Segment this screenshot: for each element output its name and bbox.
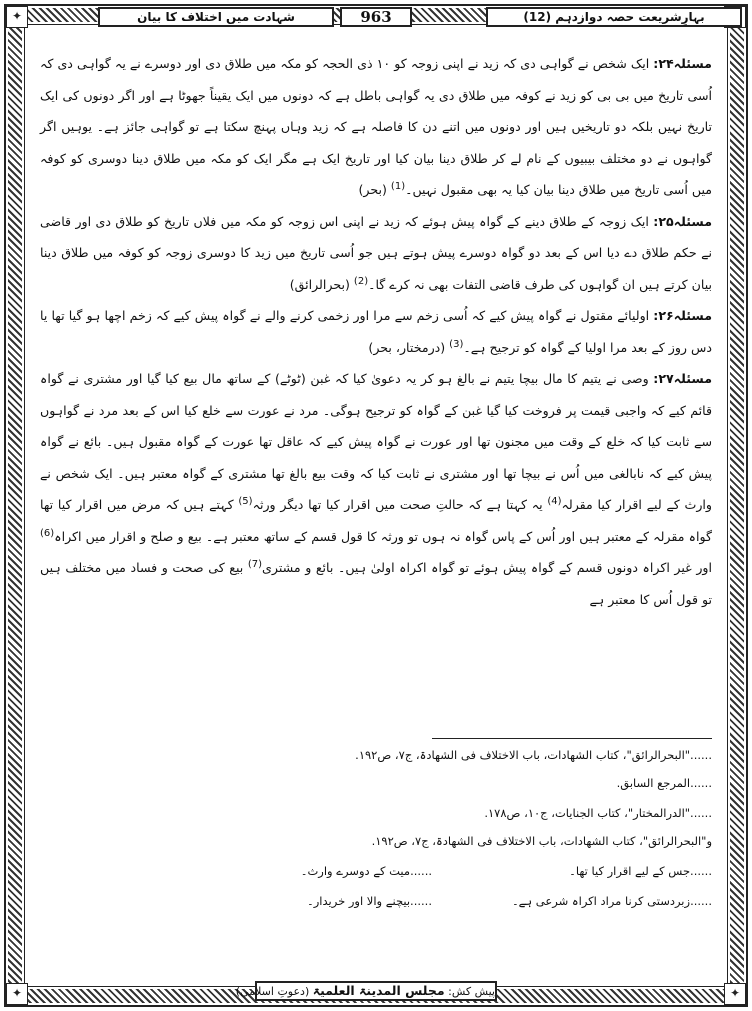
corner-ornament-top-left: ✦ bbox=[6, 6, 28, 28]
masala-label: مسئلہ۲۷: bbox=[653, 371, 712, 386]
paragraph-text: اولیائے مقتول نے گواہ پیش کیے کہ اُسی زخم سے مرا اور زخمی کرنے والے نے گواہ پیش کیے کہ زخم اچھا ہو گیا تھا یا دس روز کے بعد مرا اولیا کے گواہ کو ترجیح ہے۔ bbox=[40, 308, 712, 355]
masala-label: مسئلہ۲۴: bbox=[653, 56, 712, 71]
publisher-box bbox=[235, 981, 497, 1001]
masala-paragraph bbox=[40, 206, 712, 301]
footnote-7: ......بیچنے والا اور خریدار۔ bbox=[307, 894, 432, 908]
masala-label: مسئلہ۲۵: bbox=[653, 213, 712, 229]
corner-ornament-bottom-left: ✦ bbox=[6, 983, 28, 1005]
masala-paragraph bbox=[40, 48, 712, 206]
paragraph-text: اور غیر اکراہ دونوں قسم کے گواہ پیش ہوئے تو گواہ اکراہ اولیٰ ہیں۔ بائع و مشتری bbox=[262, 560, 712, 575]
footnote-3: ......"الدرالمختار"، کتاب الجنایات، ج۱۰، ص۱۷۸. bbox=[484, 806, 712, 820]
main-text bbox=[40, 48, 712, 615]
publisher-prefix: پیش کش: bbox=[448, 985, 495, 998]
paragraph-text: یہ کہتا ہے کہ حالتِ صحت میں اقرار کیا تھا دیگر ورثہ bbox=[252, 497, 548, 512]
footnote-ref: (3) bbox=[449, 338, 464, 350]
footnote-1: ......"البحرالرائق"، کتاب الشھادات، باب الاختلاف فی الشھادۃ، ج۷، ص۱۹۲. bbox=[355, 748, 712, 762]
footnote-6: ......زبردستی کرنا مراد اکراہ شرعی ہے۔ bbox=[511, 894, 712, 908]
book-title: بہارِشریعت حصہ دوازدہم (12) bbox=[486, 7, 742, 27]
chapter-title: شہادت میں اختلاف کا بیان bbox=[98, 7, 334, 27]
footnote-ref: (4) bbox=[547, 495, 562, 507]
paragraph-text: (بحرالرائق) bbox=[289, 276, 354, 292]
masala-paragraph bbox=[40, 363, 712, 615]
paragraph-text: (درمختار، بحر) bbox=[368, 339, 450, 355]
paragraph-text: (بحر) bbox=[358, 182, 391, 197]
paragraph-text: ایک شخص نے گواہی دی کہ زید نے اپنی زوجہ کو ۱۰ ذی الحجہ کو مکہ میں طلاق دی اور دوسرے نے یہ گواہی دی کہ اُسی تاریخ میں بی بی کو زید نے کوفہ میں طلاق دی یہ گواہی باطل ہے کہ دونوں میں ایک یقیناً جھوٹا ہے اور اگر دونوں کی ایک تاریخ نہیں بلکہ دو تاریخیں ہیں اور دونوں میں اتنے دن کا فاصلہ ہے کہ زید وہاں پہنچ سکتا ہے تو گواہی جائز ہے۔ یوہیں اگر گواہوں نے دو مختلف بیبیوں کے نام لے کر طلاق دینا بیان کیا اور تاریخ ایک ہے مگر ایک کو مکہ میں طلاق دینا دوسری کو کوفہ میں اُسی تاریخ میں طلاق دینا بیان کیا یہ بھی مقبول نہیں۔ bbox=[40, 56, 712, 197]
page-header bbox=[0, 4, 752, 30]
corner-ornament-bottom-right: ✦ bbox=[724, 983, 746, 1005]
paragraph-text: بیع کی صحت و فساد میں مختلف ہیں تو قول اُس کا معتبر ہے bbox=[40, 560, 712, 607]
footnote-2: ......المرجع السابق. bbox=[616, 776, 712, 790]
publisher-name: مجلس المدینۃ العلمیۃ bbox=[312, 983, 445, 998]
masala-paragraph bbox=[40, 300, 712, 363]
paragraph-text: وصی نے یتیم کا مال بیچا یتیم نے بالغ ہو کر یہ دعویٰ کیا کہ غبن (ٹوٹے) کے ساتھ مال بیع کیا گیا اور مشتری نے گواہ قائم کیے کہ واجبی قیمت پر فروخت کیا گیا غبن کے گواہ کو ترجیح ہوگی۔ مرد نے عورت سے خلع کیا اس کے بعد مرد نے گواہوں سے ثابت کیا کہ خلع کے وقت میں مجنون تھا اور عورت نے گواہ پیش کیے کہ عاقل تھا عورت کے گواہ مقبول ہیں۔ بائع نے گواہ پیش کیے کہ نابالغی میں اُس نے بیچا تھا اور مشتری نے ثابت کیا کہ وقت بیع بالغ تھا مشتری کے گواہ معتبر ہیں۔ ایک شخص نے وارث کے لیے اقرار کیا مقرلہ bbox=[40, 371, 713, 512]
footnote-ref: (5) bbox=[238, 495, 253, 507]
page-number: 963 bbox=[340, 7, 412, 27]
masala-label: مسئلہ۲۶: bbox=[653, 308, 712, 323]
footnote-ref: (1) bbox=[390, 180, 406, 192]
paragraph-text: ایک زوجہ کے طلاق دینے کے گواہ پیش ہوئے کہ زید نے اپنی اس زوجہ کو مکہ میں فلاں تاریخ کو طلاق دی اور قاضی نے حکم طلاق دے دیا اس کے بعد دو گواہ دوسرے پیش ہوتے ہیں جو اُسی تاریخ میں زید کا دوسری زوجہ کو کوفہ میں طلاق دینا بیان کرتے ہیں ان گواہوں کی طرف قاضی التفات بھی نہ کرے گا۔ bbox=[40, 213, 712, 292]
footnote-divider bbox=[432, 738, 712, 739]
footnote-3-continued: و"البحرالرائق"، کتاب الشھادات، باب الاختلاف فی الشھادۃ، ج۷، ص۱۹۲. bbox=[371, 834, 712, 848]
footnote-ref: (2) bbox=[353, 275, 369, 287]
footnote-ref: (7) bbox=[247, 558, 263, 570]
footnote-ref: (6) bbox=[40, 527, 55, 539]
page-footer bbox=[0, 981, 752, 1003]
publisher-suffix: (دعوتِ اسلامی) bbox=[235, 985, 310, 998]
footnote-4: ......جس کے لیے اقرار کیا تھا۔ bbox=[569, 864, 712, 878]
footnote-5: ......میت کے دوسرے وارث۔ bbox=[300, 864, 432, 878]
paragraph-text: کہتے ہیں کہ مرض میں اقرار کیا تھا گواہ مقرلہ کے معتبر ہیں اور اُس کے پاس گواہ نہ ہوں تو ورثہ کا قول قسم کے ساتھ معتبر ہے۔ بیع و صلح و اقرار میں اکراہ bbox=[40, 497, 712, 544]
